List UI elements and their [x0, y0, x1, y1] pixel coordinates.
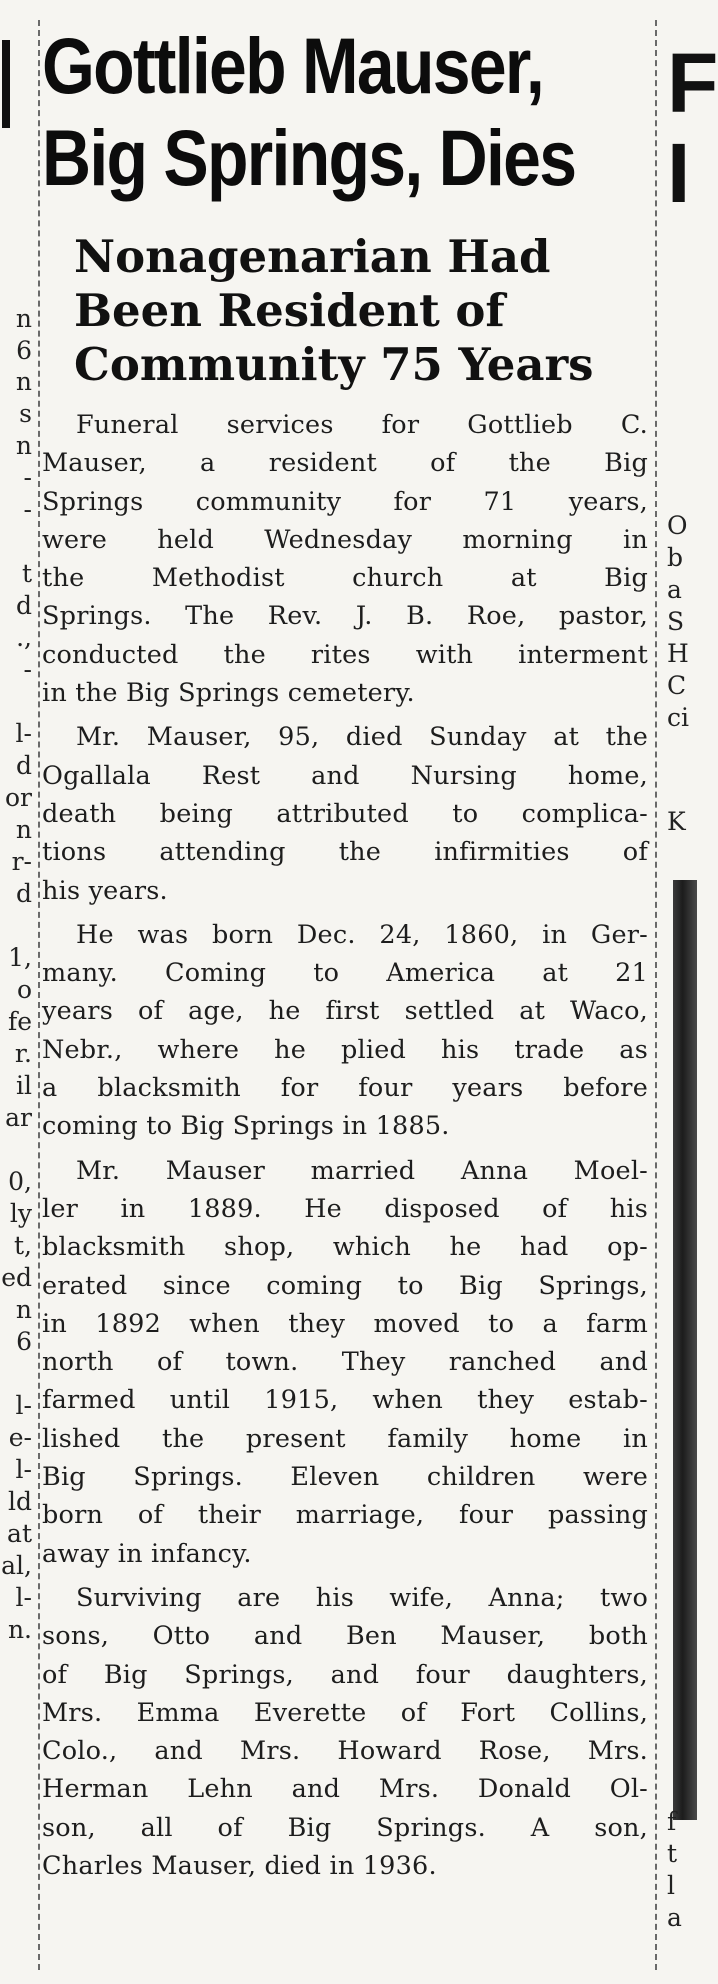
subheadline-line: Nonagenarian Had	[74, 230, 551, 283]
right-fragment: K	[667, 807, 686, 836]
left-fragment: 6	[16, 336, 32, 365]
left-fragment: .,	[16, 623, 32, 652]
left-column-fragments	[0, 0, 36, 1984]
article-body	[42, 406, 652, 1885]
paragraph-line: the Methodist church at Big	[42, 563, 648, 594]
right-fragment: f	[667, 1807, 677, 1836]
left-fragment: ar	[5, 1103, 32, 1132]
paragraph-line: Ogallala Rest and Nursing home,	[42, 760, 648, 791]
left-fragment: al,	[1, 1551, 32, 1580]
left-fragment: or	[4, 783, 32, 812]
left-fragment: o	[16, 975, 32, 1004]
paragraph-line: were held Wednesday morning in	[42, 524, 648, 555]
right-photo-fragment	[673, 880, 697, 1820]
left-fragment: n	[15, 304, 32, 333]
left-fragment: d	[15, 751, 32, 780]
right-fragment: S	[667, 607, 685, 636]
left-fragment: -	[23, 463, 32, 492]
paragraph-line: coming to Big Springs in 1885.	[42, 1111, 450, 1142]
paragraph-line: Mauser, a resident of the Big	[42, 448, 648, 479]
left-fragment: l-	[15, 719, 32, 748]
left-fragment: ly	[9, 1199, 32, 1228]
left-fragment: t,	[14, 1231, 32, 1260]
left-fragment: 0,	[8, 1167, 32, 1196]
headline-line: Big Springs, Dies	[42, 113, 576, 202]
right-fragment: a	[667, 1903, 682, 1932]
paragraph-line: blacksmith shop, which he had op-	[42, 1232, 648, 1263]
paragraph-line: Charles Mauser, died in 1936.	[42, 1850, 437, 1881]
article-paragraph	[42, 406, 652, 712]
paragraph-line: death being attributed to complica-	[42, 798, 648, 829]
paragraph-line: erated since coming to Big Springs,	[42, 1270, 648, 1301]
paragraph-line: Surviving are his wife, Anna; two	[76, 1582, 648, 1613]
left-fragment: il	[16, 1071, 32, 1100]
right-fragment: ci	[667, 703, 689, 732]
left-fragment: at	[7, 1519, 32, 1548]
right-headline-fragment: F	[667, 36, 718, 130]
right-fragment: l	[667, 1871, 675, 1900]
paragraph-line: Mrs. Emma Everette of Fort Collins,	[42, 1697, 648, 1728]
paragraph-line: Mr. Mauser, 95, died Sunday at the	[76, 722, 648, 753]
article-paragraph	[42, 1579, 652, 1885]
left-fragment: fe	[7, 1007, 32, 1036]
right-fragment: C	[667, 671, 687, 700]
column-rule-right	[655, 20, 657, 1970]
left-fragment: n.	[7, 1615, 32, 1644]
paragraph-line: sons, Otto and Ben Mauser, both	[42, 1621, 648, 1652]
paragraph-line: Springs. The Rev. J. B. Roe, pastor,	[42, 601, 648, 632]
left-fragment: r-	[11, 847, 32, 876]
article-paragraph	[42, 718, 652, 909]
left-fragment: l-	[15, 1455, 32, 1484]
left-fragment: t	[21, 559, 32, 588]
left-fragment: d	[15, 591, 32, 620]
right-headline-fragment: I	[667, 126, 691, 220]
paragraph-line: in the Big Springs cemetery.	[42, 678, 415, 709]
left-fragment: n	[15, 367, 32, 396]
right-column-fragments	[659, 0, 718, 1984]
right-fragment: t	[667, 1839, 678, 1868]
left-fragment: 1,	[8, 943, 32, 972]
left-fragment: n	[15, 1295, 32, 1324]
paragraph-line: son, all of Big Springs. A son,	[42, 1812, 648, 1843]
paragraph-line: He was born Dec. 24, 1860, in Ger-	[76, 919, 648, 950]
article-paragraph	[42, 916, 652, 1146]
paragraph-line: tions attending the infirmities of	[42, 837, 648, 868]
paragraph-line: Colo., and Mrs. Howard Rose, Mrs.	[42, 1736, 648, 1767]
paragraph-line: Nebr., where he plied his trade as	[42, 1034, 648, 1065]
left-fragment: 6	[16, 1327, 32, 1356]
paragraph-line: born of their marriage, four passing	[42, 1500, 648, 1531]
paragraph-line: lished the present family home in	[42, 1423, 648, 1454]
paragraph-line: Herman Lehn and Mrs. Donald Ol-	[42, 1774, 648, 1805]
paragraph-line: many. Coming to America at 21	[42, 958, 648, 989]
left-fragment: n	[15, 431, 32, 460]
obituary-article	[42, 20, 652, 1891]
left-fragment: d	[15, 879, 32, 908]
paragraph-line: his years.	[42, 875, 168, 906]
headline	[42, 20, 644, 204]
right-fragment: a	[667, 575, 682, 604]
subheadline	[74, 230, 652, 392]
paragraph-line: ler in 1889. He disposed of his	[42, 1193, 648, 1224]
paragraph-line: Mr. Mauser married Anna Moel-	[76, 1155, 648, 1186]
paragraph-line: Big Springs. Eleven children were	[42, 1462, 648, 1493]
right-fragment: H	[667, 639, 689, 668]
paragraph-line: farmed until 1915, when they estab-	[42, 1385, 648, 1416]
paragraph-line: Springs community for 71 years,	[42, 486, 648, 517]
left-fragment: l-	[15, 1391, 32, 1420]
headline-line: Gottlieb Mauser,	[42, 21, 544, 110]
paragraph-line: in 1892 when they moved to a farm	[42, 1308, 648, 1339]
left-fragment: e-	[8, 1423, 32, 1452]
left-fragment: l-	[15, 1583, 32, 1612]
paragraph-line: north of town. They ranched and	[42, 1347, 648, 1378]
left-fragment: n	[15, 815, 32, 844]
left-fragment: -	[23, 655, 32, 684]
paragraph-line: Funeral services for Gottlieb C.	[76, 410, 648, 440]
article-paragraph	[42, 1152, 652, 1573]
right-fragment: O	[667, 511, 688, 540]
paragraph-line: conducted the rites with interment	[42, 639, 648, 670]
paragraph-line: of Big Springs, and four daughters,	[42, 1659, 648, 1690]
column-rule-left	[38, 20, 40, 1970]
left-fragment: ed	[1, 1263, 32, 1292]
left-headline-fragment-bar	[2, 40, 10, 128]
subheadline-line: Community 75 Years	[74, 338, 594, 391]
left-fragment: r.	[14, 1039, 32, 1068]
subheadline-line: Been Resident of	[74, 284, 505, 337]
paragraph-line: a blacksmith for four years before	[42, 1073, 648, 1104]
left-fragment: -	[23, 495, 32, 524]
left-fragment: ld	[8, 1487, 32, 1516]
left-fragment: s	[19, 399, 32, 428]
paragraph-line: away in infancy.	[42, 1538, 252, 1569]
paragraph-line: years of age, he first settled at Waco,	[42, 996, 648, 1027]
right-fragment: b	[667, 543, 684, 572]
